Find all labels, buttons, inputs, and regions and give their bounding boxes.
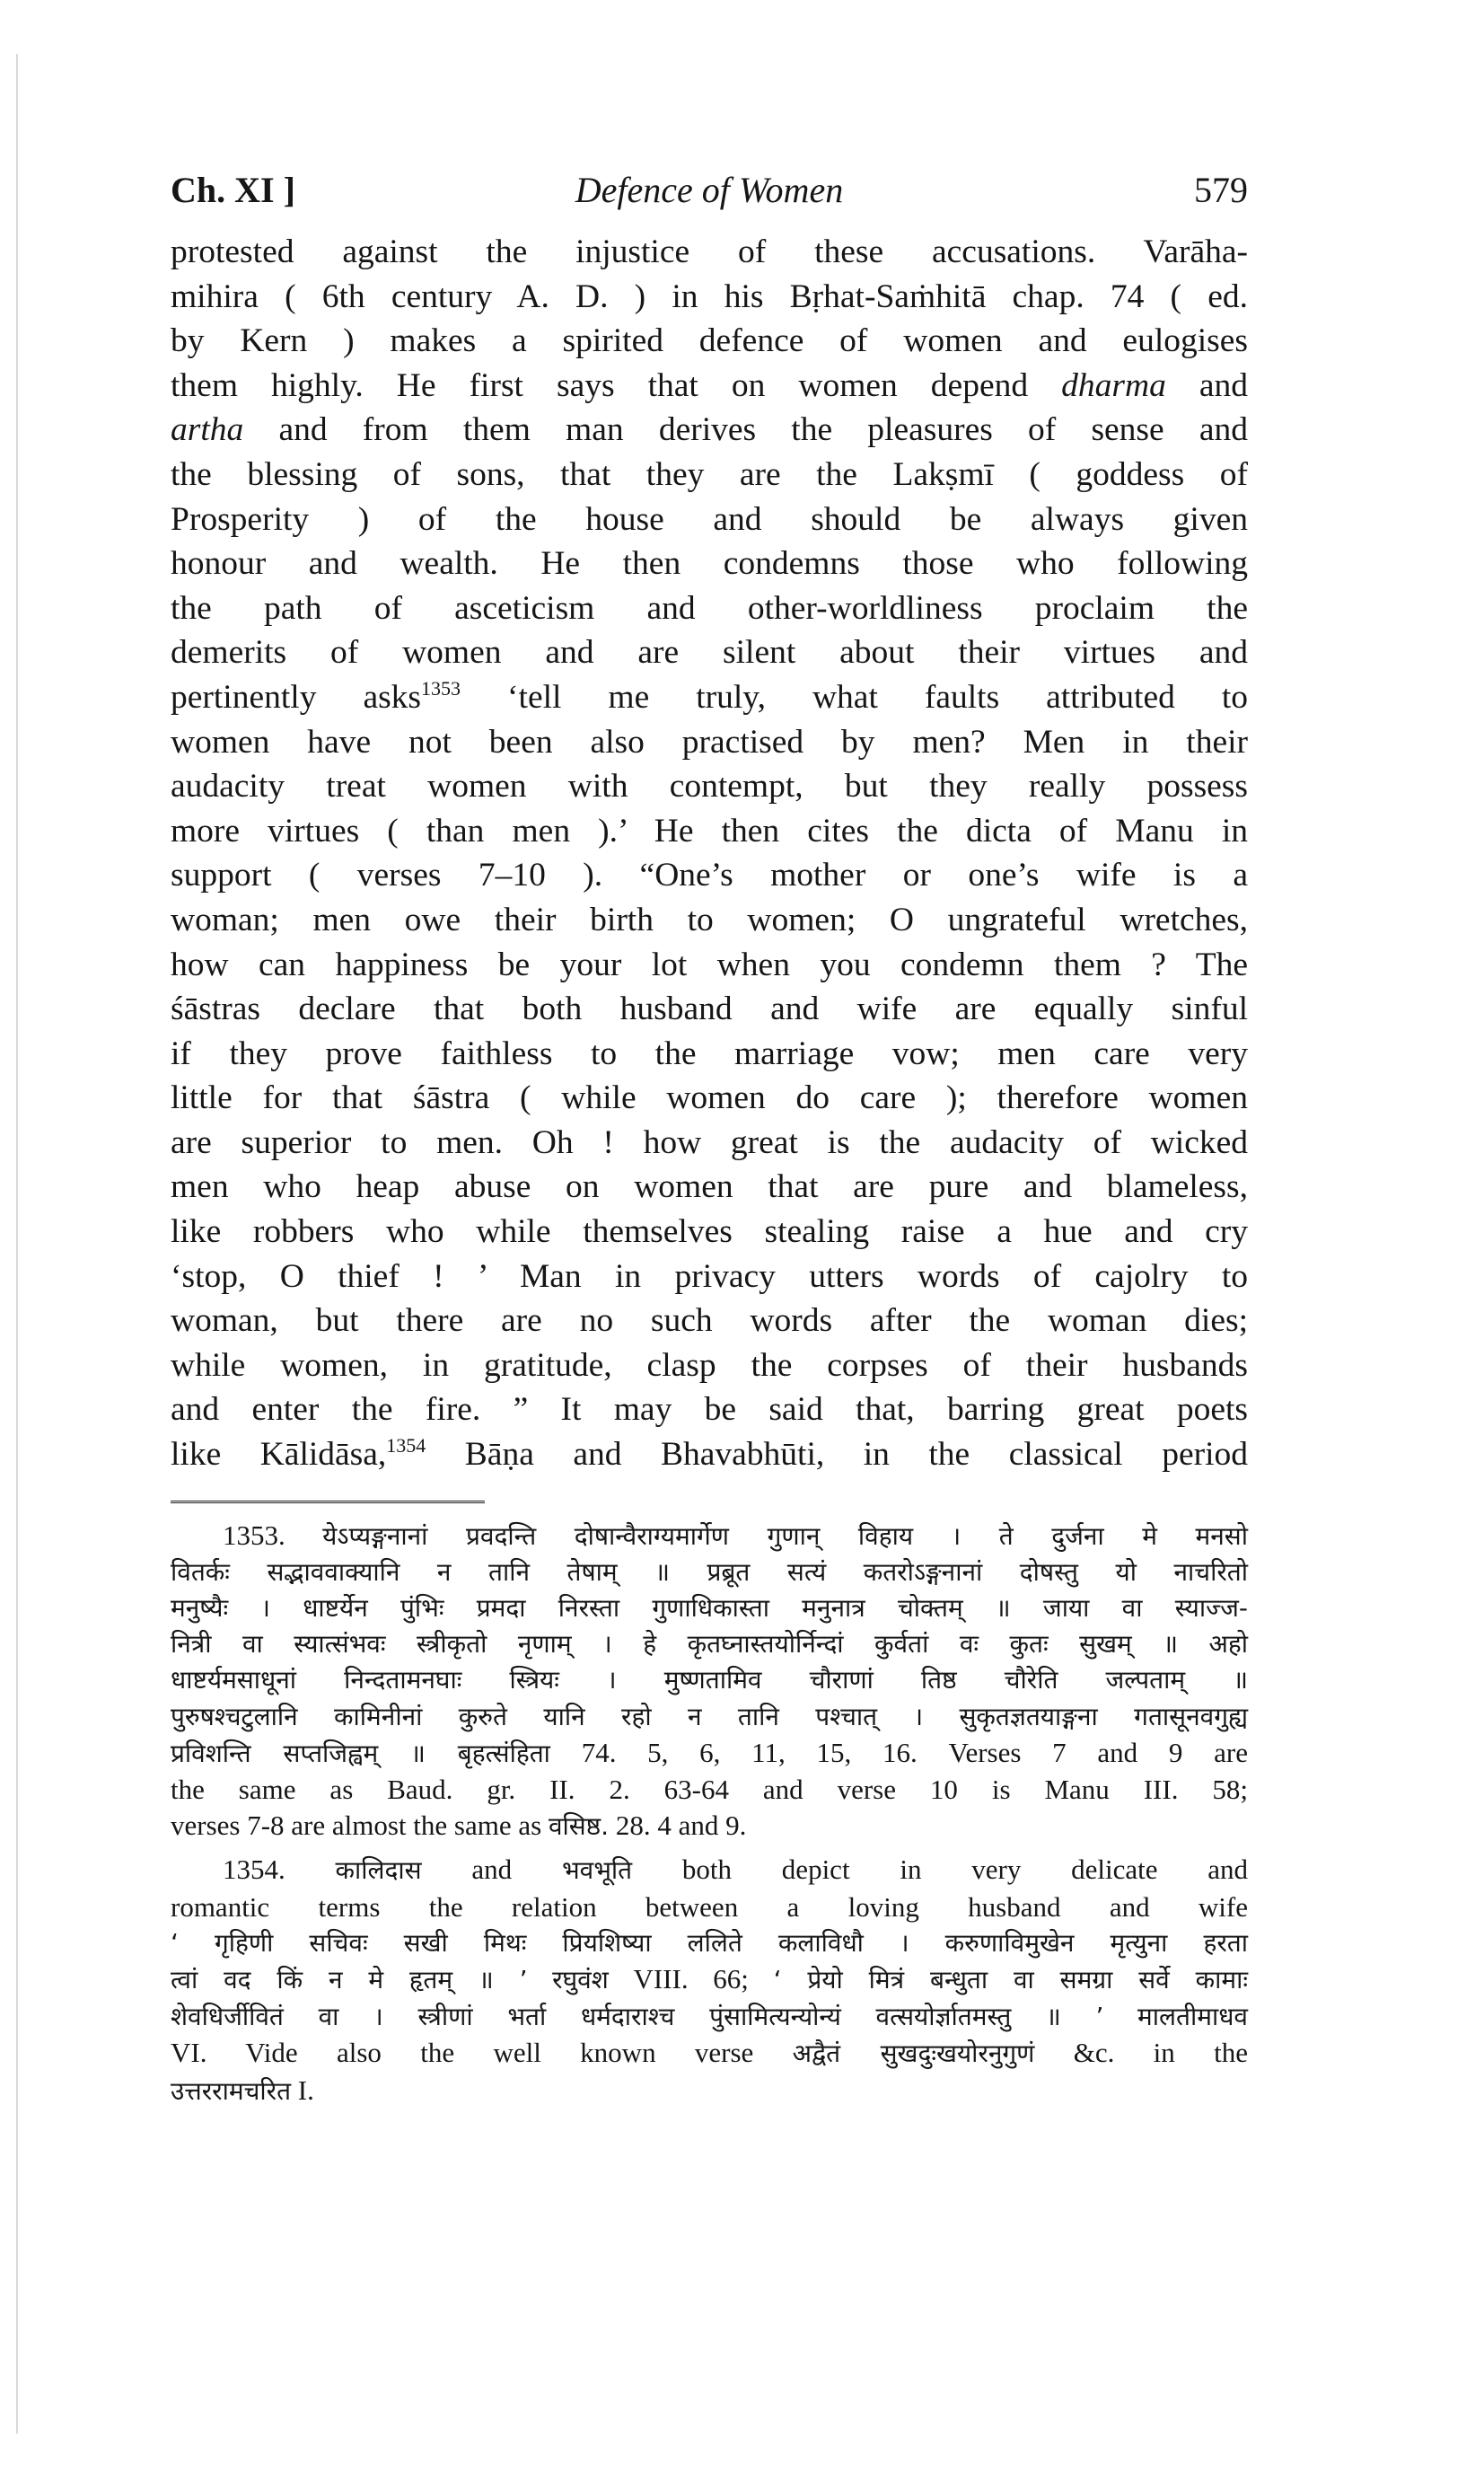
footnote-line: मनुष्यैः । धाष्टर्येन पुंभिः प्रमदा निरस्ता गुणाधिकास्ता मनुनात्र चोक्तम् ॥ जाया वा स्याज्ज-	[171, 1593, 1248, 1624]
text-line: if they prove faithless to the marriage vow; men care very	[171, 1035, 1248, 1072]
footnote-separator	[171, 1501, 485, 1507]
text-line: ‘stop, O thief ! ’ Man in privacy utters words of cajolry to	[171, 1257, 1248, 1295]
footnote-line: 1354. कालिदास and भवभूति both depict in very delicate and	[223, 1854, 1249, 1886]
footnote-line: VI. Vide also the well known verse अद्वैतं सुखदुःखयोरनुगुणं &c. in the	[171, 2037, 1249, 2069]
text-line: śāstras declare that both husband and wife are equally sinful	[171, 991, 1248, 1028]
text-line: protested against the injustice of these accusations. Varāha-	[171, 233, 1248, 270]
text-line: them highly. He first says that on women depend dharma and	[171, 366, 1249, 404]
text-line: pertinently asks$^{1353}$ ‘tell me truly, what faults attributed to	[171, 676, 1249, 716]
footnote-line: शेवधिर्जीवितं वा । स्त्रीणां भर्ता धर्मदाराश्च पुंसामित्यन्योन्यं वत्सयोर्ज्ञातमस्तु ॥ ’ मालतीमाधव	[171, 2002, 1248, 2032]
page-number: 579	[1194, 170, 1248, 210]
text-line: men who heap abuse on women that are pure and blameless,	[171, 1168, 1248, 1206]
footnote-line: वितर्कः सद्भाववाक्यानि न तानि तेषाम् ॥ प्रब्रूत सत्यं कतरोऽङ्गनानां दोषस्तु यो नाचरितो	[171, 1556, 1248, 1587]
footnote-1353	[171, 1518, 1248, 1845]
page-edge-rule	[16, 54, 18, 2434]
footnote-line: प्रविशन्ति सप्तजिह्वम् ॥ बृहत्संहिता 74. 5, 6, 11, 15, 16. Verses 7 and 9 are	[171, 1736, 1248, 1768]
text-line: honour and wealth. He then condemns those who following	[171, 545, 1248, 583]
text-line: are superior to men. Oh ! how great is the audacity of wicked	[171, 1123, 1248, 1161]
footnote-line: त्वां वद किं न मे हृतम् ॥ ’ रघुवंश VIII. 66; ‘ प्रेयो मित्रं बन्धुता वा समग्रा सर्वे कामाः	[171, 1963, 1248, 1995]
footnote-line: उत्तररामचरित I.	[171, 2074, 314, 2106]
running-header	[171, 153, 1248, 225]
text-line: mihira ( 6th century A. D. ) in his Bṛhat-Saṁhitā chap. 74 ( ed.	[171, 277, 1248, 315]
footnote-ref[interactable]: 1353	[421, 676, 461, 700]
text-line: more virtues ( than men ).’ He then cites the dicta of Manu in	[171, 812, 1248, 850]
footnote-line: romantic terms the relation between a loving husband and wife	[171, 1890, 1248, 1923]
text-line: women have not been also practised by men? Men in their	[171, 723, 1248, 761]
text-line: how can happiness be your lot when you condemn them ? The	[171, 946, 1248, 983]
italic-term: dharma	[1061, 366, 1166, 404]
text-line: like Kālidāsa,$^{1354}$ Bāṇa and Bhavabhūti, in the classical period	[171, 1434, 1248, 1474]
text-line: and enter the fire. ” It may be said that, barring great poets	[171, 1391, 1248, 1429]
footnote-line: पुरुषश्चटुलानि कामिनीनां कुरुते यानि रहो न तानि पश्चात् । सुकृतज्ञतयाङ्गना गतासूनवगुह्य	[171, 1701, 1248, 1731]
footnote-line: धाष्टर्यमसाधूनां निन्दतामनघाः स्त्रियः । मुष्णतामिव चौराणां तिष्ठ चौरेति जल्पताम् ॥	[171, 1665, 1248, 1695]
footnotes	[171, 1518, 1248, 2109]
footnote-line: ‘ गृहिणी सचिवः सखी मिथः प्रियशिष्या ललिते कलाविधौ । करुणाविमुखेन मृत्युना हरता	[171, 1927, 1248, 1958]
chapter-label: Ch. XI ]	[171, 170, 295, 210]
footnote-ref[interactable]: 1354	[386, 1434, 426, 1457]
text-line: little for that śāstra ( while women do care ); therefore women	[171, 1079, 1248, 1117]
text-line: audacity treat women with contempt, but they really possess	[171, 768, 1248, 806]
footnote-line: verses 7-8 are almost the same as वसिष्ठ. 28. 4 and 9.	[171, 1810, 747, 1842]
footnote-1354	[171, 1852, 1248, 2109]
text-line: woman; men owe their birth to women; O ungrateful wretches,	[171, 901, 1248, 938]
text-line: Prosperity ) of the house and should be always given	[171, 500, 1248, 538]
running-title: Defence of Women	[575, 170, 844, 210]
body-text	[171, 230, 1248, 1477]
text-line: by Kern ) makes a spirited defence of women and eulogises	[171, 322, 1248, 360]
italic-term: artha	[171, 411, 244, 449]
text-line: demerits of women and are silent about their virtues and	[171, 634, 1248, 672]
text-line: woman, but there are no such words after the woman dies;	[171, 1302, 1248, 1340]
footnote-line: the same as Baud. gr. II. 2. 63-64 and verse 10 is Manu III. 58;	[171, 1774, 1248, 1806]
text-line: artha and from them man derives the pleasures of sense and	[171, 411, 1249, 449]
text-line: like robbers who while themselves stealing raise a hue and cry	[171, 1213, 1248, 1251]
text-line: support ( verses 7–10 ). “One’s mother or one’s wife is a	[171, 857, 1248, 894]
text-line: the path of asceticism and other-worldliness proclaim the	[171, 589, 1248, 627]
text-line: the blessing of sons, that they are the Lakṣmī ( goddess of	[171, 455, 1248, 493]
footnote-line: 1353. येऽप्यङ्गनानां प्रवदन्ति दोषान्वैराग्यमार्गेण गुणान् विहाय । ते दुर्जना मे मनसो	[223, 1519, 1248, 1551]
text-line: while women, in gratitude, clasp the corpses of their husbands	[171, 1346, 1248, 1384]
book-page	[171, 153, 1248, 2117]
footnote-line: नित्री वा स्यात्संभवः स्त्रीकृतो नृणाम् । हे कृतघ्नास्तयोर्निन्दां कुर्वतां वः कुतः सुखम् ॥ अहो	[171, 1629, 1248, 1660]
